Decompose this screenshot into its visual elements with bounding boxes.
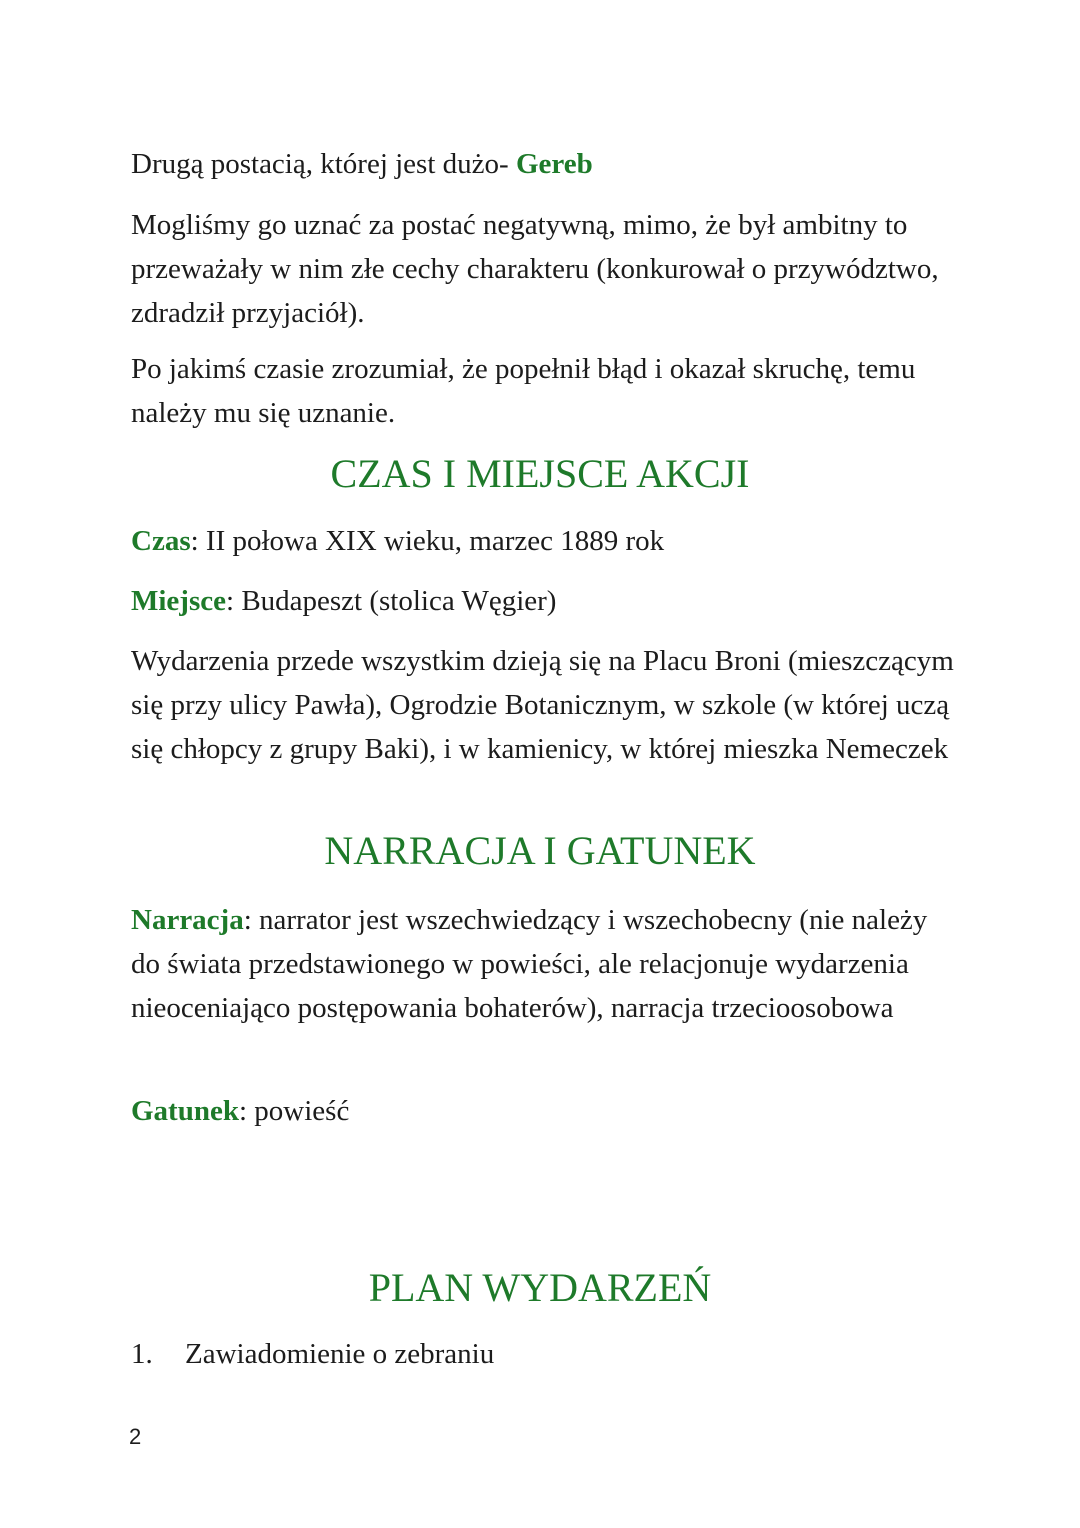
- paragraph-gereb-remorse: Po jakimś czasie zrozumiał, że popełnił błąd i okazał skruchę, temu należy mu się uznanie.: [131, 353, 916, 429]
- page-number: 2: [129, 1424, 142, 1449]
- paragraph-place: [131, 579, 961, 623]
- label-genre: Gatunek: [131, 1095, 239, 1127]
- separator: :: [238, 1095, 255, 1127]
- paragraph-gereb-intro: [131, 142, 961, 186]
- list-item-number: 1.: [131, 1338, 153, 1370]
- paragraph-text: Drugą postacią, której jest dużo-: [131, 148, 516, 180]
- separator: :: [243, 904, 260, 936]
- heading-plan-of-events: PLAN WYDARZEŃ: [368, 1265, 712, 1310]
- value-narration: narrator jest wszechwiedzący i wszechobecny (nie należy do świata przedstawionego w powieści, ale relacjonuje wydarzenia nieoceniająco postępowania bohaterów), narracja trzecioosobowa: [131, 904, 928, 1024]
- character-name-gereb: Gereb: [515, 148, 593, 180]
- value-place: Budapeszt (stolica Węgier): [241, 585, 557, 617]
- label-time: Czas: [131, 525, 191, 557]
- value-time: II połowa XIX wieku, marzec 1889 rok: [205, 525, 665, 557]
- paragraph-narration: [131, 898, 961, 1030]
- separator: :: [226, 585, 242, 617]
- label-narration: Narracja: [131, 904, 244, 936]
- separator: :: [190, 525, 206, 557]
- list-item-text: Zawiadomienie o zebraniu: [185, 1338, 495, 1370]
- label-place: Miejsce: [131, 585, 226, 617]
- list-item: [131, 1332, 494, 1376]
- heading-time-and-place: CZAS I MIEJSCE AKCJI: [330, 451, 750, 496]
- value-genre: powieść: [254, 1095, 350, 1127]
- paragraph-locations: Wydarzenia przede wszystkim dzieją się na Placu Broni (mieszczącym się przy ulicy Pawła), Ogrodzie Botanicznym, w szkole (w której uczą się chłopcy z grupy Baki), i w kamienicy, w której mieszka Nemeczek: [131, 645, 954, 765]
- paragraph-genre: [131, 1089, 961, 1133]
- paragraph-gereb-description: Mogliśmy go uznać za postać negatywną, mimo, że był ambitny to przeważały w nim złe cechy charakteru (konkurował o przywództwo, zdradził przyjaciół).: [131, 209, 939, 329]
- heading-narration-and-genre: NARRACJA I GATUNEK: [324, 828, 756, 873]
- paragraph-time: [131, 519, 961, 563]
